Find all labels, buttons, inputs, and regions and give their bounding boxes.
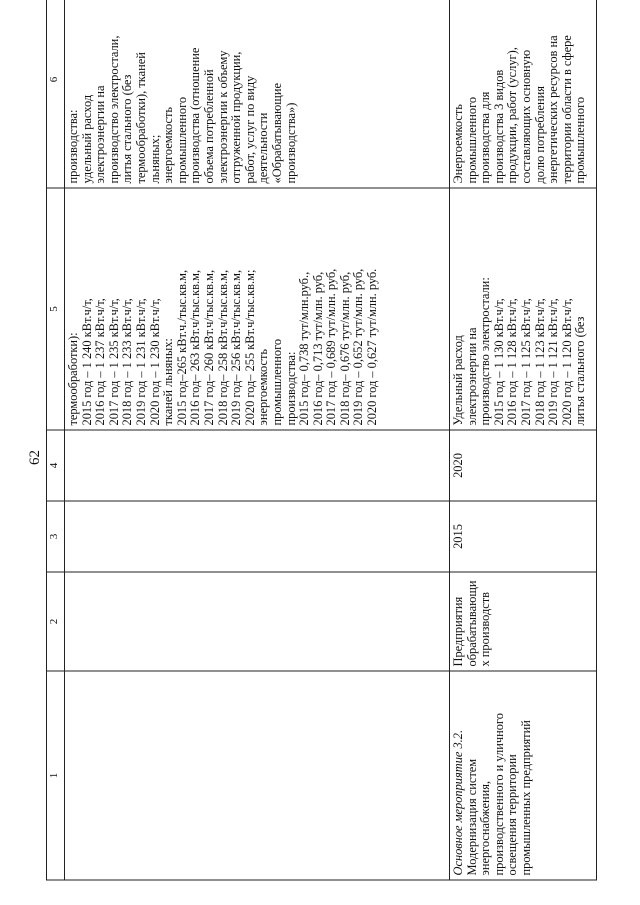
header-col-6: 6: [47, 0, 65, 188]
cell-empty: [65, 572, 450, 671]
text-line: Модернизация систем: [464, 758, 479, 875]
text-line: 2020 год– 255 кВт.ч/тыс.кв.м;: [242, 269, 257, 425]
table-row: [450, 0, 597, 880]
text-line: 2017 год – 1 235 кВт.ч/т,: [106, 297, 121, 425]
text-line: промышленного: [464, 96, 479, 183]
text-line: долю потребления: [532, 85, 547, 183]
text-line: производства»): [283, 102, 298, 183]
header-col-3: 3: [47, 501, 65, 572]
header-col-1: 1: [47, 671, 65, 880]
text-line: термообработки):: [66, 331, 80, 425]
text-line: деятельности: [256, 112, 271, 183]
text-line: 2020 год – 1 120 кВт.ч/т,: [559, 297, 574, 425]
text-line: 2017 год – 1 125 кВт.ч/т,: [518, 297, 533, 425]
header-col-4: 4: [47, 430, 65, 501]
text-line: 2018 год– 258 кВт.ч/тыс.кв.м,: [215, 269, 230, 425]
text-line: 2015 год–265 кВт.ч./тыс.кв.м,: [174, 269, 189, 425]
text-line: 2016 год – 1 128 кВт.ч/т,: [505, 297, 520, 425]
measures-table: [46, 0, 597, 880]
text-line: Энергоемкость: [451, 103, 465, 183]
text-line: 2017 год – 0,689 тут/млн. руб,: [324, 268, 339, 425]
text-line: 2019 год – 0,652 тут/млн. руб,: [351, 268, 366, 425]
text-line: промышленного: [573, 96, 588, 183]
text-line: энергетических ресурсов на: [546, 34, 561, 183]
text-line: промышленных предприятий: [518, 719, 533, 875]
text-line: производственного и уличного: [491, 712, 506, 875]
text-line: 2019 год – 1 121 кВт.ч/т,: [546, 297, 561, 425]
measure-description: [466, 675, 534, 875]
text-line: Предприятия: [451, 596, 465, 666]
cell-empty: [65, 671, 450, 880]
text-line: составляющих основную: [518, 49, 533, 183]
cell-empty: [65, 501, 450, 572]
text-line: 2017 год– 260 кВт.ч/тыс.кв.м,: [201, 269, 216, 425]
text-line: производства (отношение: [188, 47, 203, 183]
text-line: литья стального (без: [573, 316, 588, 425]
header-col-2: 2: [47, 572, 65, 671]
text-line: термообработки), тканей: [133, 51, 148, 183]
text-line: производство электростали,: [106, 35, 121, 183]
text-line: литья стального (без: [120, 74, 135, 183]
text-line: 2015 год – 1 240 кВт.ч/т,: [79, 297, 94, 425]
text-line: 2015 год – 1 130 кВт.ч/т,: [491, 297, 506, 425]
text-line: производство электростали:: [478, 276, 493, 425]
text-line: энергоемкость: [161, 106, 176, 183]
text-line: 2018 год– 0,676 тут/млн. руб,: [337, 271, 352, 425]
end-year-cell: 2020: [450, 430, 597, 501]
text-line: Удельный расход: [451, 334, 465, 425]
text-line: 2016 год– 263 кВт.ч/тыс.кв.м,: [188, 269, 203, 425]
indicator-description-cell: [65, 0, 450, 188]
text-line: производства для: [478, 91, 493, 183]
text-line: производства:: [283, 351, 298, 425]
text-line: х производств: [478, 591, 493, 666]
text-line: энергоснабжения,: [478, 780, 493, 875]
rotated-table-container: [46, 25, 594, 880]
measure-name-cell: [450, 671, 597, 880]
text-line: 2019 год– 256 кВт.ч/тыс.кв.м,: [229, 269, 244, 425]
start-year-cell: 2015: [450, 501, 597, 572]
text-line: электроэнергии на: [93, 85, 108, 183]
text-line: энергоемкость: [256, 348, 271, 425]
text-line: 2019 год – 1 231 кВт.ч/т,: [133, 297, 148, 425]
text-line: 2016 год– 0,713 тут/млн. руб,: [310, 271, 325, 425]
text-line: 2020 год – 1 230 кВт.ч/т,: [147, 297, 162, 425]
indicator-values-cell: [65, 188, 450, 430]
text-line: льняных;: [147, 134, 162, 183]
text-line: «Обрабатывающие: [269, 82, 284, 183]
text-line: электроэнергии на: [464, 327, 479, 425]
text-line: 2016 год – 1 237 кВт.ч/т,: [93, 297, 108, 425]
indicator-values-cell: [450, 188, 597, 430]
text-line: территории области в сфере: [559, 34, 574, 183]
text-line: 2015 год– 0,738 тут/млн.руб.,: [297, 271, 312, 425]
text-line: электроэнергии к объему: [215, 49, 230, 183]
text-line: обрабатывающи: [464, 579, 479, 666]
text-line: 2018 год – 1 233 кВт.ч/т,: [120, 297, 135, 425]
text-line: продукции, работ (услуг),: [505, 46, 520, 183]
table-row: [65, 0, 450, 880]
text-line: 2018 год – 1 123 кВт.ч/т,: [532, 297, 547, 425]
indicator-description-cell: [450, 0, 597, 188]
cell-empty: [65, 430, 450, 501]
executor-cell: [450, 572, 597, 671]
text-line: производства 3 видов: [491, 69, 506, 183]
text-line: удельный расход: [79, 94, 94, 183]
text-line: объема потребленной: [201, 68, 216, 183]
text-line: отгруженной продукции,: [229, 51, 244, 183]
header-row: [47, 0, 65, 880]
text-line: промышленного: [174, 96, 189, 183]
text-line: тканей льняных:: [161, 337, 176, 425]
text-line: освещения территории: [505, 753, 520, 875]
text-line: промышленного: [269, 338, 284, 425]
measure-title: Основное мероприятие 3.2.: [451, 729, 465, 875]
text-line: производства:: [66, 109, 80, 183]
page-number: 62: [27, 450, 43, 465]
text-line: 2020 год – 0,627 тут/млн. руб.: [365, 268, 380, 425]
header-col-5: 5: [47, 188, 65, 430]
text-line: работ, услуг по виду: [242, 75, 257, 183]
